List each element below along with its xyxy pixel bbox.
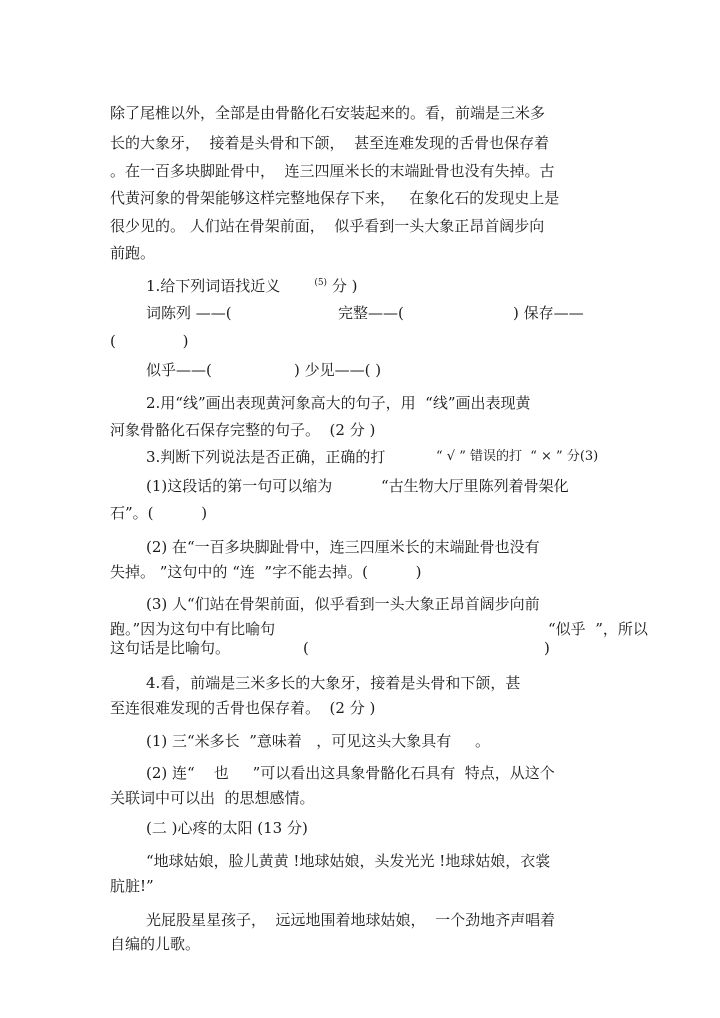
section-2-p2-b: 自编的儿歌。 xyxy=(110,935,201,953)
q2-line-2: 河象骨骼化石保存完整的句子。 (2 分 ) xyxy=(110,421,376,439)
q3-s1-b: “古生物大厅里陈列着骨架化 xyxy=(381,477,569,495)
q1-row3-a: 似乎——( xyxy=(146,361,212,379)
passage-line-6: 前跑。 xyxy=(110,244,156,262)
q1-row1-b: 完整——( xyxy=(338,304,404,322)
passage-line-5: 很少见的。 人们站在骨架前面， 似乎看到一头大象正昂首阔步向 xyxy=(110,217,545,235)
passage-line-3: 。在一百多块脚趾骨中， 连三四厘米长的末端趾骨也没有失掉。古 xyxy=(110,162,555,180)
q3-s3-d: 这句话是比喻句。 xyxy=(110,639,231,657)
q3-title-a: 3.判断下列说法是否正确，正确的打 xyxy=(146,448,386,466)
q4-s1: (1) 三“米多长 ”意味着 ，可见这头大象具有 。 xyxy=(146,732,491,750)
q4-line-2: 至连很难发现的舌骨也保存着。 (2 分 ) xyxy=(110,699,376,717)
q3-s3-a: (3) 人“们站在骨架前面，似乎看到一头大象正昂首阔步向前 xyxy=(146,595,540,613)
passage-line-1: 除了尾椎以外，全部是由骨骼化石安装起来的。看，前端是三米多 xyxy=(110,104,546,122)
q3-s3-b: 跑。”因为这句中有比喻句 xyxy=(110,620,276,638)
q3-s3-f: ) xyxy=(544,639,550,657)
q1-row3-b: ) 少见——( ) xyxy=(294,361,382,379)
q1-row1-c: ) 保存—— xyxy=(513,304,584,322)
q3-s2-a: (2) 在“一百多块脚趾骨中，连三四厘米长的末端趾骨也没有 xyxy=(146,538,540,556)
q4-s2-a: (2) 连“ 也 ”可以看出这具象骨骼化石具有 特点，从这个 xyxy=(146,764,555,782)
q3-s3-c: “似乎 ”，所以 xyxy=(548,620,648,638)
q1-title: 1.给下列词语找近义 $^{(5)}$ 分 ) xyxy=(146,277,358,295)
q4-line-1: 4.看，前端是三米多长的大象牙，接着是头骨和下颌，甚 xyxy=(146,674,521,692)
q1-score-sup: (5) xyxy=(314,278,328,288)
section-2-p1-b: 肮脏!” xyxy=(110,877,154,895)
q3-title-b: “ √ ” 错误的打 “ × ” 分(3) xyxy=(436,449,599,464)
section-2-p1-a: “地球姑娘，脸儿黄黄 !地球姑娘，头发光光 !地球姑娘，衣裳 xyxy=(146,852,551,870)
q4-s2-b: 关联词中可以出 的思想感情。 xyxy=(110,789,315,807)
section-2-title: (二 )心疼的太阳 (13 分) xyxy=(146,819,308,837)
q3-s2-b: 失掉。 ”这句中的 “连 ”字不能去掉。( ) xyxy=(110,563,422,581)
q3-s1-c: 石”。( ) xyxy=(110,504,208,522)
q1-row2: ( ) xyxy=(110,332,189,350)
q1-row1-a: 词陈列 ——( xyxy=(146,304,232,322)
q3-s1-a: (1)这段话的第一句可以缩为 xyxy=(146,477,333,495)
passage-line-2: 长的大象牙， 接着是头骨和下颌， 甚至连难发现的舌骨也保存着 xyxy=(110,134,550,152)
passage-line-4: 代黄河象的骨架能够这样完整地保存下来， 在象化石的发现史上是 xyxy=(110,189,560,207)
q3-s3-e: ( xyxy=(303,639,309,657)
q2-line-1: 2.用“线”画出表现黄河象高大的句子，用 “线”画出表现黄 xyxy=(146,394,531,412)
section-2-p2-a: 光屁股星星孩子， 远远地围着地球姑娘， 一个劲地齐声唱着 xyxy=(146,911,556,929)
